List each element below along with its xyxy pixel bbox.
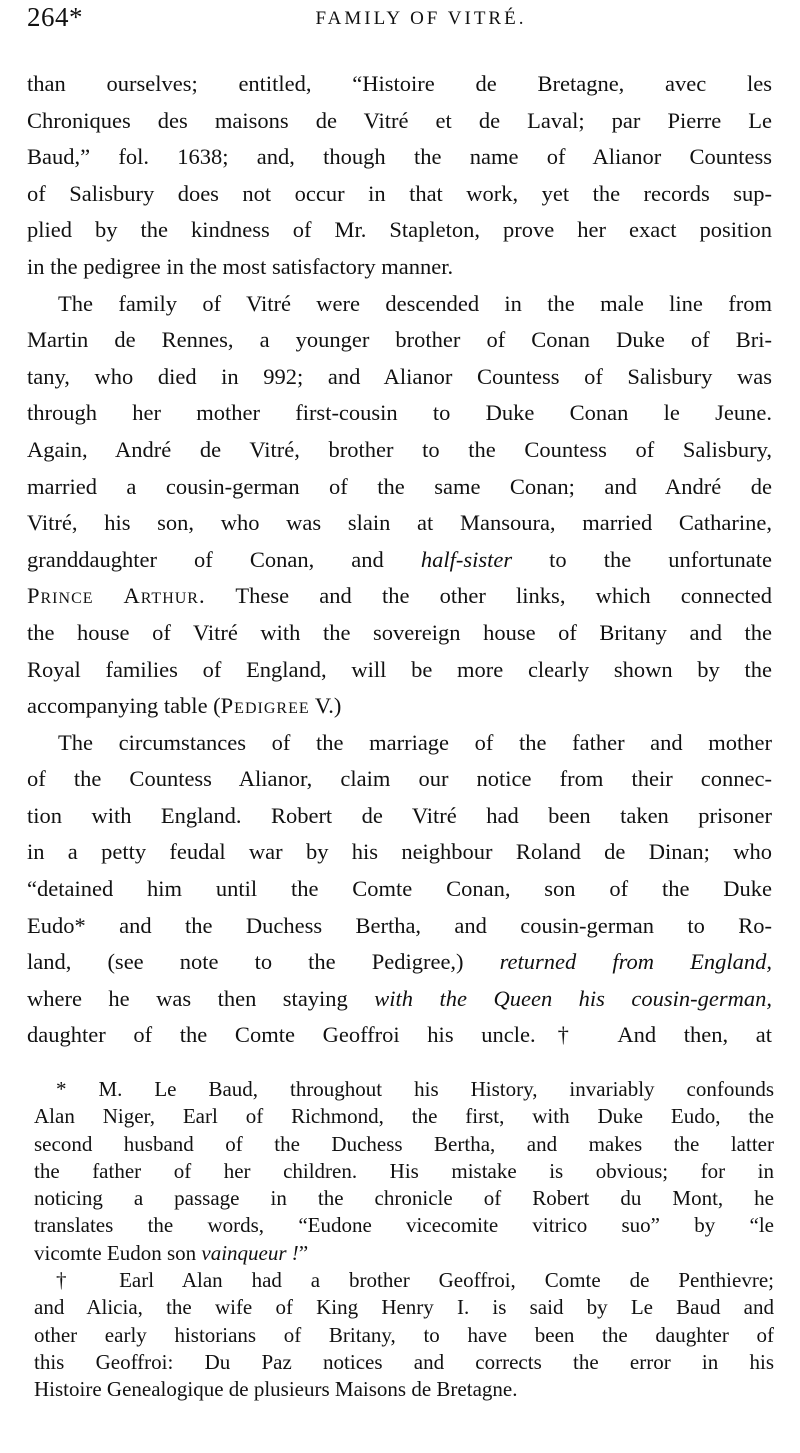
text-line [27,578,772,615]
footnote-line: other early historians of Britany, to have been the daughter of [34,1322,774,1347]
footnote-line [34,1240,774,1267]
paragraph-1 [27,66,772,286]
small-caps-name: Prince Arthur. [27,583,206,609]
text-line: plied by the kindness of Mr. Stapleton, prove her exact position [27,217,772,243]
italic-text: returned from England, [499,949,772,975]
footnote-line: † Earl Alan had a brother Geoffroi, Comte de Penthievre; [56,1268,774,1293]
text-line [27,542,772,579]
text-line: Eudo* and the Duchess Bertha, and cousin-german to Ro- [27,912,772,938]
footnote-asterisk [34,1076,774,1267]
text-line: The circumstances of the marriage of the father and mother [58,729,772,755]
footnotes [34,1076,774,1404]
footnote-line: * M. Le Baud, throughout his History, invariably confounds [56,1077,774,1101]
italic-text: vainqueur ! [201,1240,299,1265]
text-line: married a cousin-german of the same Conan; and André de [27,473,772,499]
text-line: Vitré, his son, who was slain at Mansoura, married Catharine, [27,510,772,536]
text-line: of Salisbury does not occur in that work, yet the records sup- [27,180,772,206]
text-run: land, (see note to the Pedigree,) [27,949,500,975]
footnote-line: the father of her children. His mistake is obvious; for in [34,1158,774,1183]
italic-text: with the Queen his cousin-german, [374,985,772,1011]
text-line: in the pedigree in the most satisfactory manner. [27,253,454,279]
text-line: daughter of the Comte Geoffroi his uncle.† And then, at [27,1022,772,1048]
text-line [27,688,772,725]
running-title: FAMILY OF VITRÉ. [315,8,527,29]
footnote-line: translates the words, “Eudone vicecomite vitrico suo” by “le [34,1213,774,1238]
paragraph-3 [27,725,772,1054]
text-run: accompanying table ( [27,693,221,719]
text-line: of the Countess Alianor, claim our notice from their connec- [27,766,772,792]
small-caps-ref: Pedigree [220,693,310,719]
paragraph-2 [27,286,772,725]
page-header [27,0,775,40]
text-run: vicomte Eudon son [34,1240,202,1265]
text-run: where he was then staying [27,985,375,1011]
text-run: to the unfortunate [512,546,773,572]
footnote-line: this Geoffroi: Du Paz notices and corrects the error in his [34,1349,774,1374]
text-line: tion with England. Robert de Vitré had been taken prisoner [27,802,772,828]
page-number: 264* [27,2,83,32]
text-line: Chroniques des maisons de Vitré et de Laval; par Pierre Le [27,107,772,133]
footnote-line: Alan Niger, Earl of Richmond, the first, with Duke Eudo, the [34,1104,774,1129]
footnote-line: and Alicia, the wife of King Henry I. is said by Le Baud and [34,1295,774,1320]
main-text [27,66,772,1054]
text-run: ” [298,1240,309,1265]
footnote-dagger [34,1267,774,1403]
footnote-line: noticing a passage in the chronicle of Robert du Mont, he [34,1186,774,1211]
text-run: V.) [309,693,342,719]
text-line: The family of Vitré were descended in the male line from [58,290,772,316]
footnote-line: second husband of the Duchess Bertha, and makes the latter [34,1131,774,1156]
text-line: through her mother first-cousin to Duke Conan le Jeune. [27,400,772,426]
italic-text: half-sister [420,546,513,572]
text-line: than ourselves; entitled, “Histoire de Bretagne, avec les [27,71,772,96]
text-line: Royal families of England, will be more clearly shown by the [27,656,772,682]
text-line: tany, who died in 992; and Alianor Countess of Salisbury was [27,363,772,389]
text-line [27,944,772,981]
text-line: the house of Vitré with the sovereign house of Britany and the [27,619,772,645]
text-line: Martin de Rennes, a younger brother of Conan Duke of Bri- [27,327,772,353]
text-run: granddaughter of Conan, and [27,546,421,572]
text-line: Baud,” fol. 1638; and, though the name of Alianor Countess [27,144,772,170]
text-line: Again, André de Vitré, brother to the Countess of Salisbury, [27,436,772,462]
footnote-line: Histoire Genealogique de plusieurs Maisons de Bretagne. [34,1377,518,1402]
text-run: These and the other links, which connected [205,583,772,609]
text-line [27,981,772,1018]
text-line: “detained him until the Comte Conan, son of the Duke [27,876,772,902]
text-line: in a petty feudal war by his neighbour Roland de Dinan; who [27,839,772,865]
